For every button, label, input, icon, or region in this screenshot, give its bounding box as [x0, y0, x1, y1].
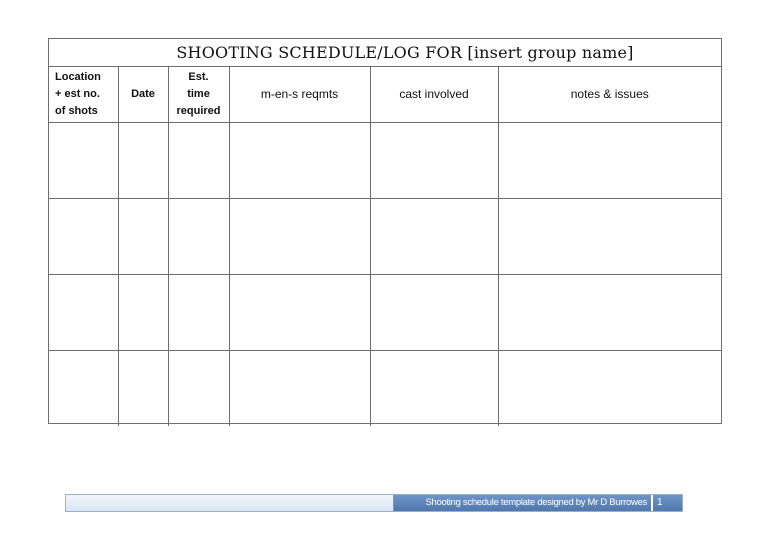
column-header-notes: notes & issues: [498, 67, 721, 123]
column-header-cast: cast involved: [370, 67, 498, 123]
schedule-title: SHOOTING SCHEDULE/LOG FOR [insert group name]: [49, 39, 721, 67]
cell-location[interactable]: [49, 199, 118, 275]
table-row: [49, 275, 721, 351]
cell-date[interactable]: [118, 123, 168, 199]
cell-date[interactable]: [118, 351, 168, 427]
footer-credit: Shooting schedule template designed by Mr D Burrowes: [394, 495, 653, 511]
shooting-schedule: [48, 38, 722, 424]
table-row: [49, 199, 721, 275]
cell-est-time[interactable]: [168, 351, 229, 427]
cell-location[interactable]: [49, 351, 118, 427]
cell-location[interactable]: [49, 123, 118, 199]
cell-notes[interactable]: [498, 123, 721, 199]
cell-date[interactable]: [118, 275, 168, 351]
column-header-date: Date: [118, 67, 168, 123]
cell-notes[interactable]: [498, 199, 721, 275]
cell-mens-reqmts[interactable]: [229, 275, 370, 351]
cell-cast[interactable]: [370, 123, 498, 199]
table-row: [49, 351, 721, 427]
cell-cast[interactable]: [370, 351, 498, 427]
column-header-location: Location + est no. of shots: [49, 67, 118, 123]
cell-cast[interactable]: [370, 275, 498, 351]
cell-mens-reqmts[interactable]: [229, 123, 370, 199]
cell-location[interactable]: [49, 275, 118, 351]
footer-spacer: [66, 495, 394, 511]
cell-date[interactable]: [118, 199, 168, 275]
cell-notes[interactable]: [498, 275, 721, 351]
header-row: [49, 67, 721, 123]
cell-cast[interactable]: [370, 199, 498, 275]
table-row: [49, 123, 721, 199]
cell-est-time[interactable]: [168, 275, 229, 351]
page-footer: [65, 494, 683, 512]
cell-mens-reqmts[interactable]: [229, 351, 370, 427]
column-header-est-time: Est. time required: [168, 67, 229, 123]
cell-est-time[interactable]: [168, 123, 229, 199]
cell-est-time[interactable]: [168, 199, 229, 275]
page-number: 1: [653, 495, 682, 511]
column-header-mens-reqmts: m-en-s reqmts: [229, 67, 370, 123]
cell-mens-reqmts[interactable]: [229, 199, 370, 275]
cell-notes[interactable]: [498, 351, 721, 427]
schedule-table: [49, 67, 721, 426]
